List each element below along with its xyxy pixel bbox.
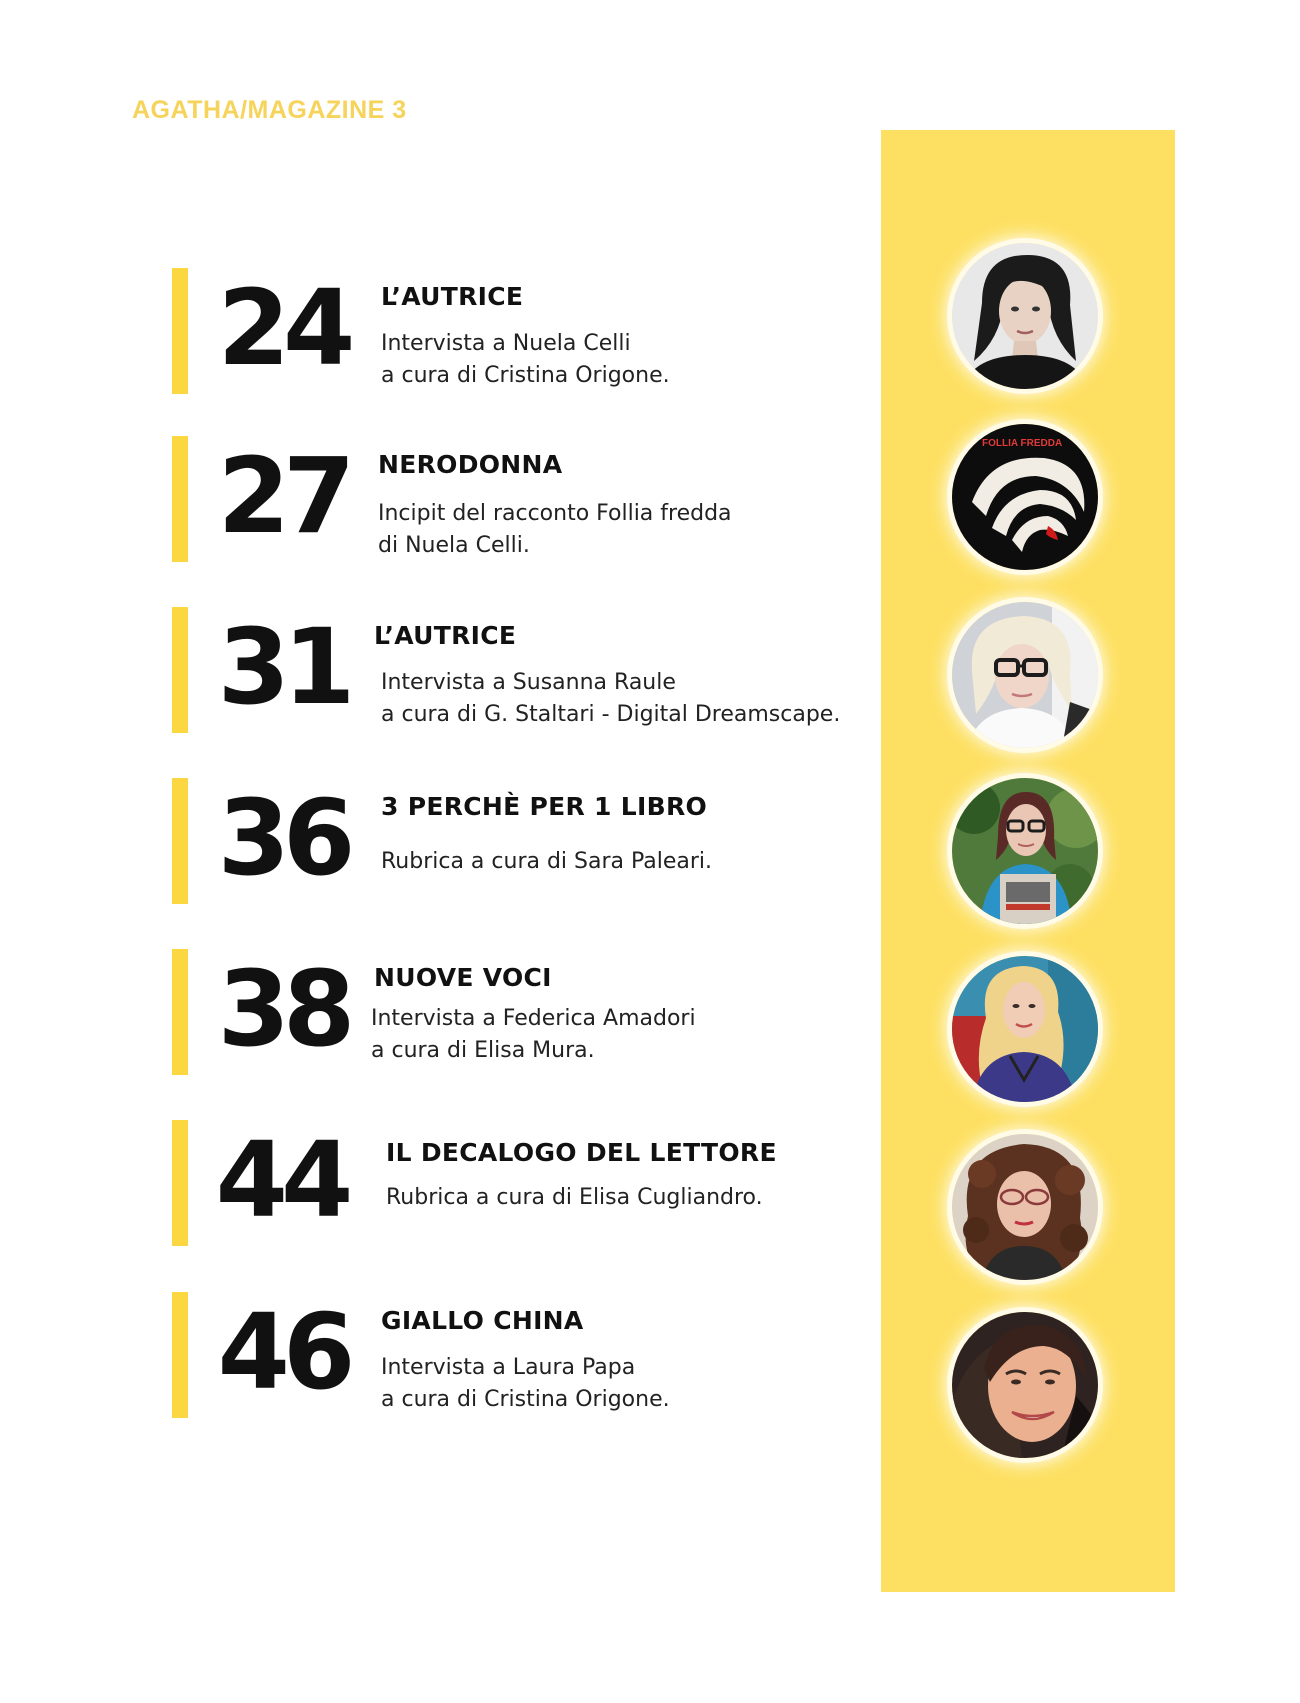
book-cover-avatar <box>952 424 1098 570</box>
section-title: NUOVE VOCI <box>374 963 552 992</box>
section-title: GIALLO CHINA <box>381 1306 584 1335</box>
description-line: Rubrica a cura di Elisa Cugliandro. <box>386 1185 763 1210</box>
page-number: 24 <box>217 267 349 389</box>
toc-entry[interactable] <box>0 436 880 562</box>
toc-entry[interactable] <box>0 1120 880 1246</box>
page-number: 38 <box>217 948 349 1070</box>
accent-bar <box>172 1120 188 1246</box>
author-photo-avatar <box>952 778 1098 924</box>
toc-entry[interactable] <box>0 1292 880 1418</box>
toc-entry[interactable] <box>0 778 880 904</box>
section-title: NERODONNA <box>378 450 563 479</box>
entry-description <box>381 667 840 731</box>
entry-description <box>381 1352 670 1416</box>
page-number: 27 <box>217 435 349 557</box>
portrait-image <box>952 1312 1098 1458</box>
entry-description <box>378 498 732 562</box>
section-title: 3 PERCHÈ PER 1 LIBRO <box>381 792 708 821</box>
portrait-image <box>952 602 1098 748</box>
description-line: a cura di G. Staltari - Digital Dreamscape. <box>381 702 841 727</box>
page-number: 46 <box>217 1291 349 1413</box>
author-photo-avatar <box>952 602 1098 748</box>
accent-bar <box>172 268 188 394</box>
description-line: Incipit del racconto Follia fredda <box>378 501 732 526</box>
description-line: Rubrica a cura di Sara Paleari. <box>381 849 713 874</box>
description-line: Intervista a Nuela Celli <box>381 331 631 356</box>
author-photo-avatar <box>952 1312 1098 1458</box>
accent-bar <box>172 778 188 904</box>
section-title: L’AUTRICE <box>381 282 524 311</box>
section-title: L’AUTRICE <box>374 621 517 650</box>
accent-bar <box>172 1292 188 1418</box>
page-number: 36 <box>217 777 349 899</box>
description-line: Intervista a Laura Papa <box>381 1355 636 1380</box>
description-line: a cura di Cristina Origone. <box>381 1387 670 1412</box>
portrait-image <box>952 778 1098 924</box>
toc-entry[interactable] <box>0 268 880 394</box>
entry-description <box>381 846 712 878</box>
entry-description <box>371 1003 696 1067</box>
book-cover-title: FOLLIA FREDDA <box>982 438 1063 449</box>
accent-bar <box>172 949 188 1075</box>
description-line: Intervista a Susanna Raule <box>381 670 676 695</box>
toc-entry[interactable] <box>0 949 880 1075</box>
toc-entry[interactable] <box>0 607 880 733</box>
accent-bar <box>172 436 188 562</box>
description-line: di Nuela Celli. <box>378 533 530 558</box>
description-line: a cura di Cristina Origone. <box>381 363 670 388</box>
description-line: Intervista a Federica Amadori <box>371 1006 696 1031</box>
accent-bar <box>172 607 188 733</box>
author-photo-avatar <box>952 243 1098 389</box>
page-number: 31 <box>217 606 349 728</box>
portrait-image <box>952 1134 1098 1280</box>
page-number: 44 <box>215 1119 347 1241</box>
book-cover-image <box>952 424 1098 570</box>
magazine-header: AGATHA/MAGAZINE 3 <box>132 96 407 124</box>
entry-description <box>386 1182 763 1214</box>
description-line: a cura di Elisa Mura. <box>371 1038 595 1063</box>
author-photo-avatar <box>952 1134 1098 1280</box>
portrait-image <box>952 956 1098 1102</box>
author-photo-avatar <box>952 956 1098 1102</box>
entry-description <box>381 328 670 392</box>
portrait-image <box>952 243 1098 389</box>
section-title: IL DECALOGO DEL LETTORE <box>386 1138 777 1167</box>
